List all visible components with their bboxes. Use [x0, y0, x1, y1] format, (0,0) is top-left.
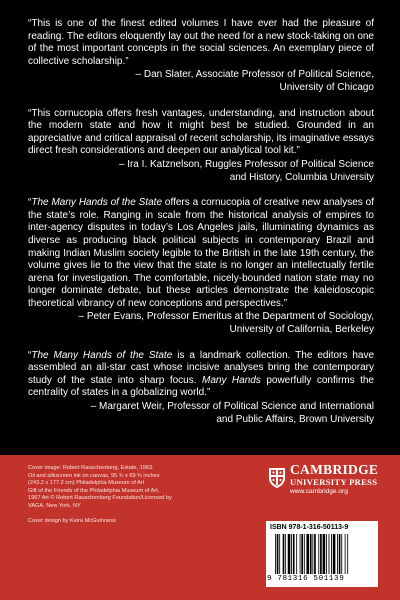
barcode-bar — [312, 534, 313, 574]
credit-line: VAGA, New York, NY — [28, 502, 81, 509]
quote-body: offers a cornucopia of creative new analyses of the state’s role. Ranging in scale from the historical analysis of empires to inter-agency disputes in today’s Los Angeles jails, illuminating dynamics as diverse as producing black political subjects in contemporary Brazil and making Indian Muslim society legible to the British in the late 19th century, the volume gives lie to the view that the state is no longer an intellectually fertile arena for investigation. The comfortable, nicely-bounded nation state may no longer dominate debate, but these articles demonstrate the kaleidoscopic theoretical vibrancy of new conceptions and perspectives.” — [28, 197, 375, 309]
barcode-bar — [339, 534, 341, 574]
attribution-line: and Public Affairs, Brown University — [216, 413, 374, 425]
attribution-line: – Ira I. Katznelson, Ruggles Professor of Political Science — [118, 158, 374, 170]
barcode-bar — [331, 534, 332, 574]
barcode-bar — [291, 534, 292, 574]
endorsements — [28, 18, 374, 439]
blurb-katznelson — [28, 108, 374, 185]
barcode-bar — [326, 534, 327, 574]
barcode-bar — [279, 534, 280, 574]
blurb-attribution — [28, 311, 374, 336]
barcode-digits: 9 781316 501139 — [267, 575, 345, 583]
barcode-bar — [275, 534, 276, 574]
barcode-icon — [275, 534, 371, 574]
barcode-bar — [329, 534, 330, 574]
blurb-quote: “This is one of the finest edited volumes I have ever had the pleasure of reading. The editors eloquently lay out the need for a new stock-taking on one of the most important concepts in the social sciences. An exemplary piece of collective scholarship.” — [28, 18, 374, 67]
barcode-panel — [266, 521, 378, 587]
attribution-line: – Dan Slater, Associate Professor of Political Science, — [135, 69, 374, 81]
barcode-bar — [318, 534, 319, 574]
credit-line: Gift of the Friends of the Philadelphia Museum of Art, — [28, 487, 160, 494]
credit-line: 1967 Art © Robert Rauschenberg Foundation/Licensed by — [28, 495, 172, 502]
attribution-line: – Margaret Weir, Professor of Political Science and International — [90, 401, 374, 413]
blurb-attribution — [28, 401, 374, 426]
book-title: The Many Hands of the State — [31, 197, 163, 209]
barcode-bar — [347, 534, 348, 574]
credit-line: (243.2 x 177.2 cm) Philadelphia Museum of Art — [28, 480, 145, 487]
attribution-line: University of Chicago — [279, 81, 374, 93]
cover-credits — [28, 465, 258, 525]
barcode-bar — [333, 534, 336, 574]
quote-open: “ — [28, 197, 32, 209]
quote-end: powerfully confirms the centrality of states in a globalizing world.” — [28, 374, 374, 399]
book-title: The Many Hands of the State — [31, 349, 173, 361]
blurb-attribution — [28, 159, 374, 184]
blurb-slater — [28, 18, 374, 95]
barcode-bar — [296, 534, 297, 574]
publisher-block — [268, 463, 378, 496]
barcode-bar — [310, 534, 312, 574]
cover-design-credit: Cover design by Keira McGuinness — [28, 517, 116, 524]
attribution-line: University of California, Berkeley — [229, 324, 374, 336]
credit-line: Cover image: Robert Rauschenberg, Estate, 1963. — [28, 465, 154, 471]
blurb-attribution — [28, 69, 374, 94]
publisher-url: www.cambridge.org — [290, 488, 348, 495]
attribution-line: – Peter Evans, Professor Emeritus at the Department of Sociology, — [78, 311, 374, 323]
barcode-bar — [300, 534, 301, 574]
barcode-bar — [283, 534, 285, 574]
credit-line: Oil and silkscreen ink on canvas, 95 ¾ x 69 ¾ inches — [28, 472, 160, 479]
barcode-bar — [285, 534, 286, 574]
book-title-short: Many Hands — [202, 374, 261, 386]
barcode-bar — [306, 534, 309, 574]
barcode-bar — [288, 534, 291, 574]
blurb-quote — [28, 197, 374, 310]
barcode-bar — [337, 534, 338, 574]
barcode-bar — [323, 534, 326, 574]
barcode-bar — [341, 534, 342, 574]
barcode-bar — [293, 534, 295, 574]
publisher-subtitle: UNIVERSITY PRESS — [290, 477, 378, 487]
blurb-quote — [28, 350, 374, 400]
quote-open: “ — [28, 349, 32, 361]
blurb-quote: “This cornucopia offers fresh vantages, understanding, and instruction about the modern state and how it might best be studied. Grounded in an appreciative and critical appraisal of recent scholarship, its imaginative essays direct fresh considerations and deepen our analytical tool kit.” — [28, 107, 374, 157]
blurb-evans — [28, 197, 374, 337]
blurb-weir — [28, 350, 374, 427]
publisher-name: CAMBRIDGE — [290, 462, 379, 477]
barcode-bar — [314, 534, 316, 574]
crest-icon — [268, 467, 286, 489]
barcode-bar — [277, 534, 279, 574]
quote-body: is a landmark collection. The editors have assembled an all-star cast whose incisive analyses bring the contemporary study of the state into sharp focus. — [28, 349, 375, 386]
isbn-number: ISBN 978-1-316-50113-9 — [270, 524, 349, 531]
barcode-bar — [345, 534, 346, 574]
barcode-bar — [301, 534, 303, 574]
footer-band — [0, 455, 400, 600]
barcode-bar — [320, 534, 322, 574]
attribution-line: and History, Columbia University — [229, 171, 374, 183]
barcode-bar — [304, 534, 305, 574]
